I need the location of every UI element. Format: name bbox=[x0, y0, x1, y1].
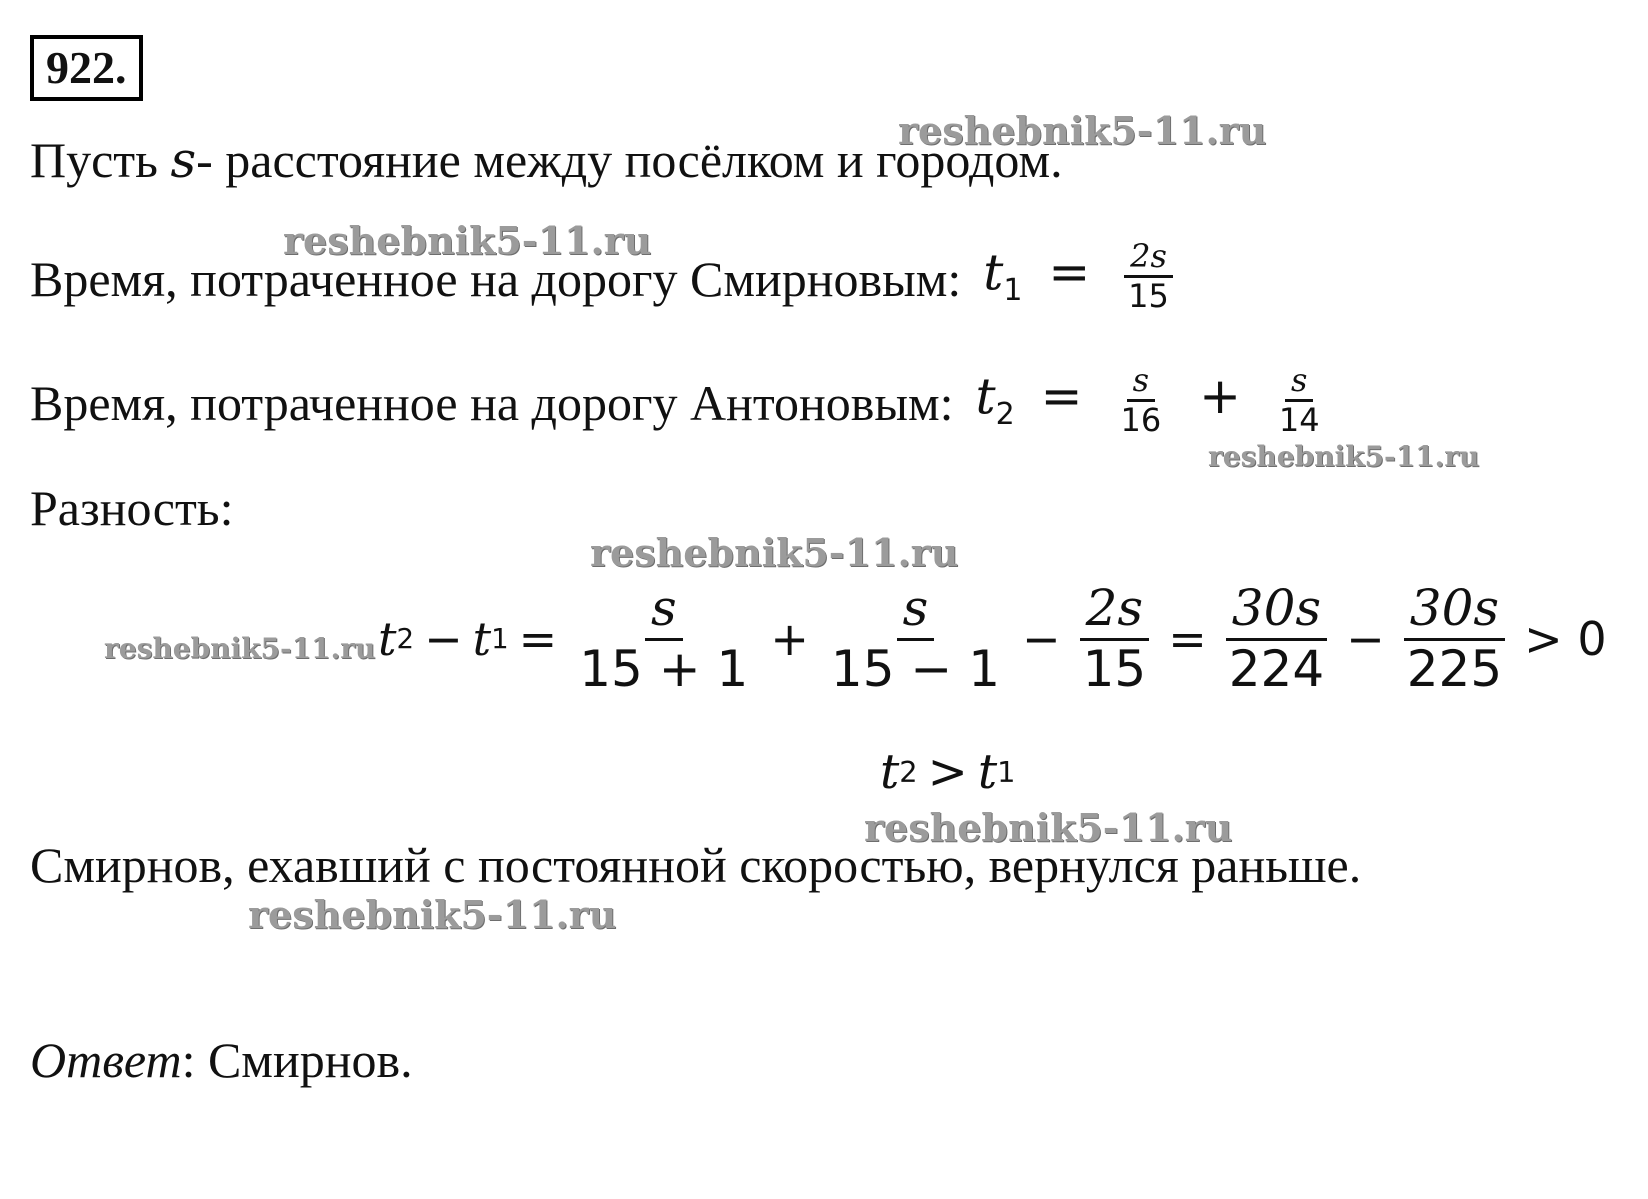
time2-line bbox=[30, 362, 1332, 445]
diff-equals-1: = bbox=[518, 612, 558, 666]
answer-line bbox=[30, 1030, 413, 1090]
difference-label-line bbox=[30, 478, 234, 538]
t1-equals: = bbox=[1048, 243, 1091, 302]
comparison-formula bbox=[880, 742, 1015, 802]
t1-symbol: t bbox=[983, 243, 1004, 302]
diff-minus-1: − bbox=[424, 612, 463, 666]
cmp-t1-subscript: 1 bbox=[997, 755, 1016, 789]
diff-f5-denominator: 225 bbox=[1406, 639, 1503, 698]
diff-greater-than-zero: > 0 bbox=[1524, 612, 1607, 666]
diff-f4-numerator: 30s bbox=[1226, 580, 1327, 641]
diff-fraction-5 bbox=[1401, 580, 1508, 698]
diff-f3-denominator: 15 bbox=[1082, 639, 1147, 698]
diff-t1-symbol: t bbox=[472, 612, 492, 666]
t2-formula bbox=[976, 362, 1332, 445]
t2-fraction-2 bbox=[1273, 362, 1326, 439]
t2-plus: + bbox=[1199, 367, 1241, 426]
t1-fraction bbox=[1122, 238, 1175, 315]
watermark: reshebnik5-11.ru bbox=[898, 108, 1267, 153]
diff-plus: + bbox=[770, 612, 809, 666]
let-word: Пусть bbox=[30, 132, 158, 188]
cmp-t1-symbol: t bbox=[977, 744, 998, 800]
watermark: reshebnik5-11.ru bbox=[590, 530, 959, 575]
diff-f2-numerator: s bbox=[897, 580, 935, 641]
conclusion-text: Смирнов, ехавший с постоянной скоростью, вернулся раньше. bbox=[30, 837, 1362, 893]
problem-number: 922. bbox=[30, 35, 143, 101]
watermark: reshebnik5-11.ru bbox=[104, 632, 376, 665]
cmp-t2-subscript: 2 bbox=[899, 755, 918, 789]
t2-subscript: 2 bbox=[995, 396, 1015, 432]
diff-t1-subscript: 1 bbox=[491, 622, 509, 655]
t2-symbol: t bbox=[975, 367, 996, 426]
cmp-greater: > bbox=[927, 744, 968, 800]
diff-fraction-1 bbox=[573, 580, 754, 698]
diff-f2-denominator: 15 − 1 bbox=[830, 639, 1001, 698]
diff-t2-symbol: t bbox=[378, 612, 397, 666]
t1-denominator: 15 bbox=[1128, 276, 1169, 315]
t2-f2-numerator: s bbox=[1285, 362, 1313, 402]
diff-f5-numerator: 30s bbox=[1404, 580, 1505, 641]
variable-s: s bbox=[170, 131, 197, 189]
diff-equals-2: = bbox=[1168, 612, 1207, 666]
difference-formula bbox=[378, 580, 1617, 698]
answer-label: Ответ bbox=[30, 1032, 182, 1088]
t2-f1-denominator: 16 bbox=[1120, 400, 1162, 439]
diff-f1-numerator: s bbox=[645, 580, 683, 641]
t2-equals: = bbox=[1040, 367, 1083, 426]
t2-f2-denominator: 14 bbox=[1278, 400, 1320, 439]
diff-f1-denominator: 15 + 1 bbox=[579, 639, 749, 698]
t1-subscript: 1 bbox=[1003, 272, 1023, 308]
watermark: reshebnik5-11.ru bbox=[864, 805, 1233, 850]
diff-fraction-4 bbox=[1223, 580, 1330, 698]
t1-numerator: 2s bbox=[1124, 238, 1173, 278]
watermark: reshebnik5-11.ru bbox=[1208, 440, 1480, 473]
diff-t2-subscript: 2 bbox=[396, 622, 415, 655]
t1-formula bbox=[983, 238, 1181, 321]
time1-text: Время, потраченное на дорогу Смирновым: bbox=[30, 251, 962, 308]
diff-f3-numerator: 2s bbox=[1080, 580, 1149, 641]
diff-f4-denominator: 224 bbox=[1228, 639, 1325, 698]
time2-text: Время, потраченное на дорогу Антоновым: bbox=[30, 375, 954, 432]
definition-rest: - расстояние между посёлком и городом. bbox=[196, 132, 1063, 188]
difference-label: Разность: bbox=[30, 480, 234, 536]
watermark: reshebnik5-11.ru bbox=[283, 218, 652, 263]
diff-minus-3: − bbox=[1346, 612, 1385, 666]
diff-fraction-2 bbox=[825, 580, 1006, 698]
t2-f1-numerator: s bbox=[1127, 362, 1155, 402]
diff-minus-2: − bbox=[1022, 612, 1061, 666]
answer-value: : Смирнов. bbox=[181, 1032, 413, 1088]
t2-fraction-1 bbox=[1114, 362, 1167, 439]
watermark: reshebnik5-11.ru bbox=[248, 892, 617, 937]
diff-fraction-3 bbox=[1077, 580, 1153, 698]
cmp-t2-symbol: t bbox=[880, 744, 900, 800]
